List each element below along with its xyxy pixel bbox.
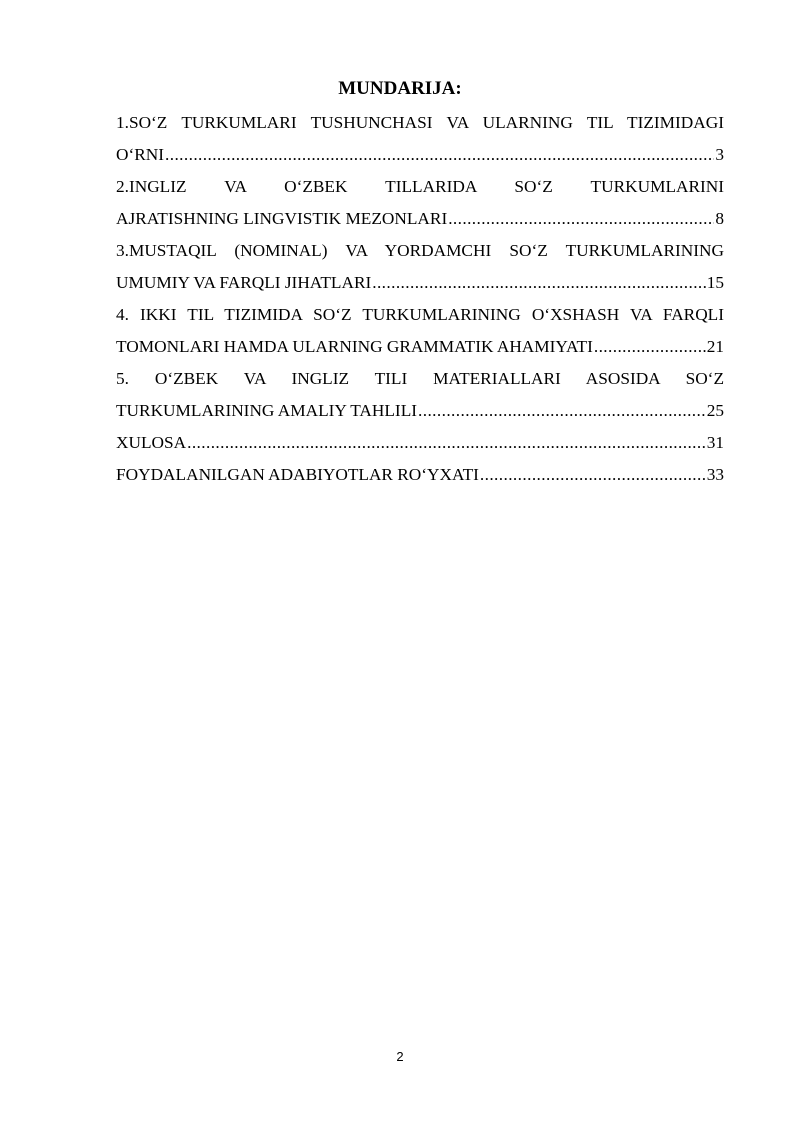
toc-entry-heading: 1.SO‘Z TURKUMLARI TUSHUNCHASI VA ULARNING TIL TIZIMIDAGI — [116, 113, 724, 132]
toc-entry[interactable] — [116, 427, 724, 459]
dot-leader — [594, 331, 706, 363]
dot-leader — [480, 459, 706, 491]
toc-entry-heading: TOMONLARI HAMDA ULARNING GRAMMATIK AHAMIYATI — [116, 337, 593, 356]
toc-entry-heading: O‘RNI — [116, 145, 164, 164]
toc-entry[interactable] — [116, 299, 724, 363]
dot-leader — [372, 267, 705, 299]
toc-entry-heading: 5. O‘ZBEK VA INGLIZ TILI MATERIALLARI ASOSIDA SO‘Z — [116, 369, 724, 388]
toc-entry-heading: TURKUMLARINING AMALIY TAHLILI — [116, 401, 418, 420]
toc-entry[interactable] — [116, 235, 724, 299]
toc-page-number: 21 — [706, 337, 724, 356]
dot-leader — [448, 203, 714, 235]
table-of-contents — [116, 107, 724, 491]
toc-entry-heading: FOYDALANILGAN ADABIYOTLAR RO‘YXATI — [116, 465, 479, 484]
toc-entry[interactable] — [116, 363, 724, 427]
toc-entry-heading: AJRATISHNING LINGVISTIK MEZONLARI — [116, 209, 448, 228]
page-number: 2 — [396, 1049, 404, 1064]
toc-entry[interactable] — [116, 107, 724, 171]
toc-entry-heading: 3.MUSTAQIL (NOMINAL) VA YORDAMCHI SO‘Z TURKUMLARINING — [116, 241, 724, 260]
toc-page-number: 33 — [706, 465, 724, 484]
toc-entry-line — [116, 267, 724, 299]
toc-entry-line — [116, 395, 724, 427]
dot-leader — [418, 395, 706, 427]
toc-page-number: 15 — [706, 273, 724, 292]
toc-entry-line — [116, 459, 724, 491]
toc-entry[interactable] — [116, 171, 724, 235]
toc-page-number: 25 — [706, 401, 724, 420]
toc-entry-heading: 2.INGLIZ VA O‘ZBEK TILLARIDA SO‘Z TURKUMLARINI — [116, 177, 724, 196]
toc-title: MUNDARIJA: — [338, 78, 462, 99]
toc-entry-line — [116, 331, 724, 363]
toc-entry-line — [116, 203, 724, 235]
dot-leader — [187, 427, 706, 459]
dot-leader — [165, 139, 714, 171]
toc-entry-heading: XULOSA — [116, 433, 187, 452]
toc-page-number: 31 — [706, 433, 724, 452]
toc-entry-heading: 4. IKKI TIL TIZIMIDA SO‘Z TURKUMLARINING O‘XSHASH VA FARQLI — [116, 305, 724, 324]
toc-entry-line — [116, 427, 724, 459]
toc-entry-line — [116, 139, 724, 171]
toc-page-number: 3 — [715, 145, 724, 164]
toc-entry[interactable] — [116, 459, 724, 491]
toc-page-number: 8 — [715, 209, 724, 228]
toc-entry-heading: UMUMIY VA FARQLI JIHATLARI — [116, 273, 372, 292]
